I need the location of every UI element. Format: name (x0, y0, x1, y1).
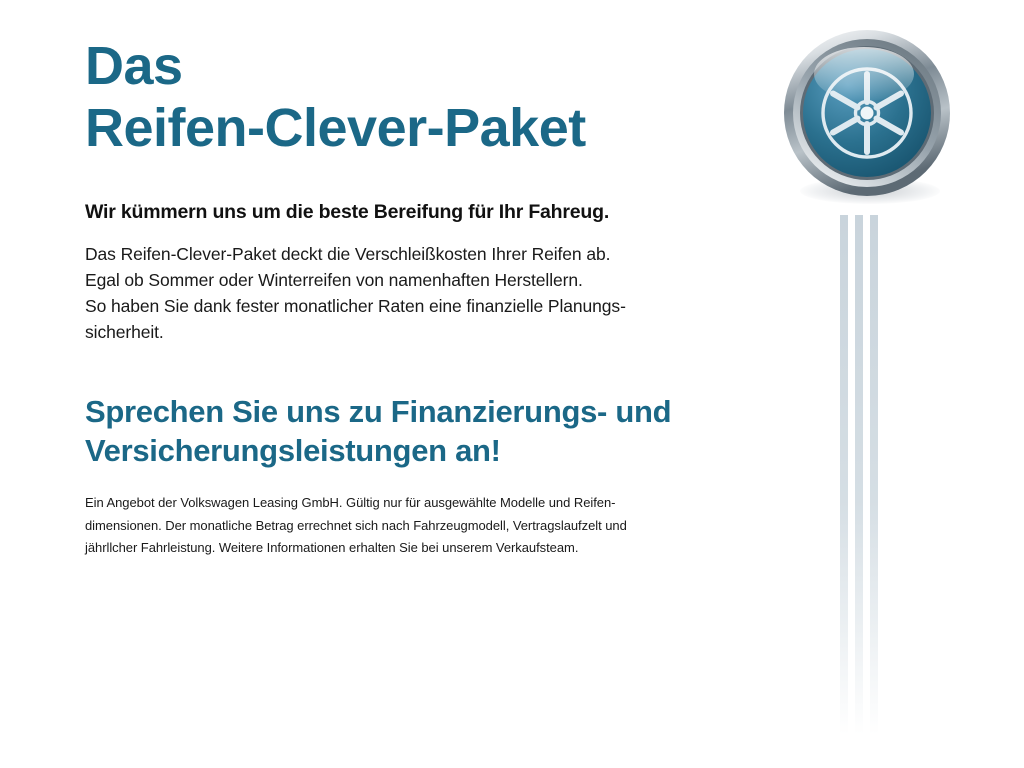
tire-wheel-emblem-icon (782, 28, 952, 198)
body-line-3: So haben Sie dank fester monatlicher Raten eine finanzielle Planungs- (85, 295, 626, 316)
fineprint-disclaimer (85, 492, 700, 559)
page-title (85, 36, 745, 159)
title-line-1: Das (85, 36, 183, 96)
stripe-3 (870, 215, 878, 735)
lead-text: Wir kümmern uns um die beste Bereifung für Ihr Fahreug. (85, 201, 610, 224)
fineprint-line-3: jährllcher Fahrleistung. Weitere Informationen erhalten Sie bei unserem Verkaufsteam. (85, 540, 579, 556)
body-line-2: Egal ob Sommer oder Winterreifen von namenhaften Herstellern. (85, 269, 583, 290)
stripe-2 (855, 215, 863, 735)
stripe-1 (840, 215, 848, 735)
call-to-action (85, 392, 745, 471)
title-line-2: Reifen-Clever-Paket (85, 97, 586, 158)
fineprint-line-2: dimensionen. Der monatliche Betrag errechnet sich nach Fahrzeugmodell, Vertragslaufzelt und (85, 517, 627, 533)
body-line-4: sicherheit. (85, 321, 164, 342)
poster-content (85, 36, 745, 559)
decorative-stripes (838, 215, 890, 735)
cta-line-1: Sprechen Sie uns zu Finanzierungs- und (85, 393, 672, 429)
body-line-1: Das Reifen-Clever-Paket deckt die Verschleißkosten Ihrer Reifen ab. (85, 244, 611, 265)
cta-line-2: Versicherungsleistungen an! (85, 433, 501, 469)
body-copy (85, 242, 745, 346)
fineprint-line-1: Ein Angebot der Volkswagen Leasing GmbH. Gültig nur für ausgewählte Modelle und Reifen- (85, 495, 616, 511)
